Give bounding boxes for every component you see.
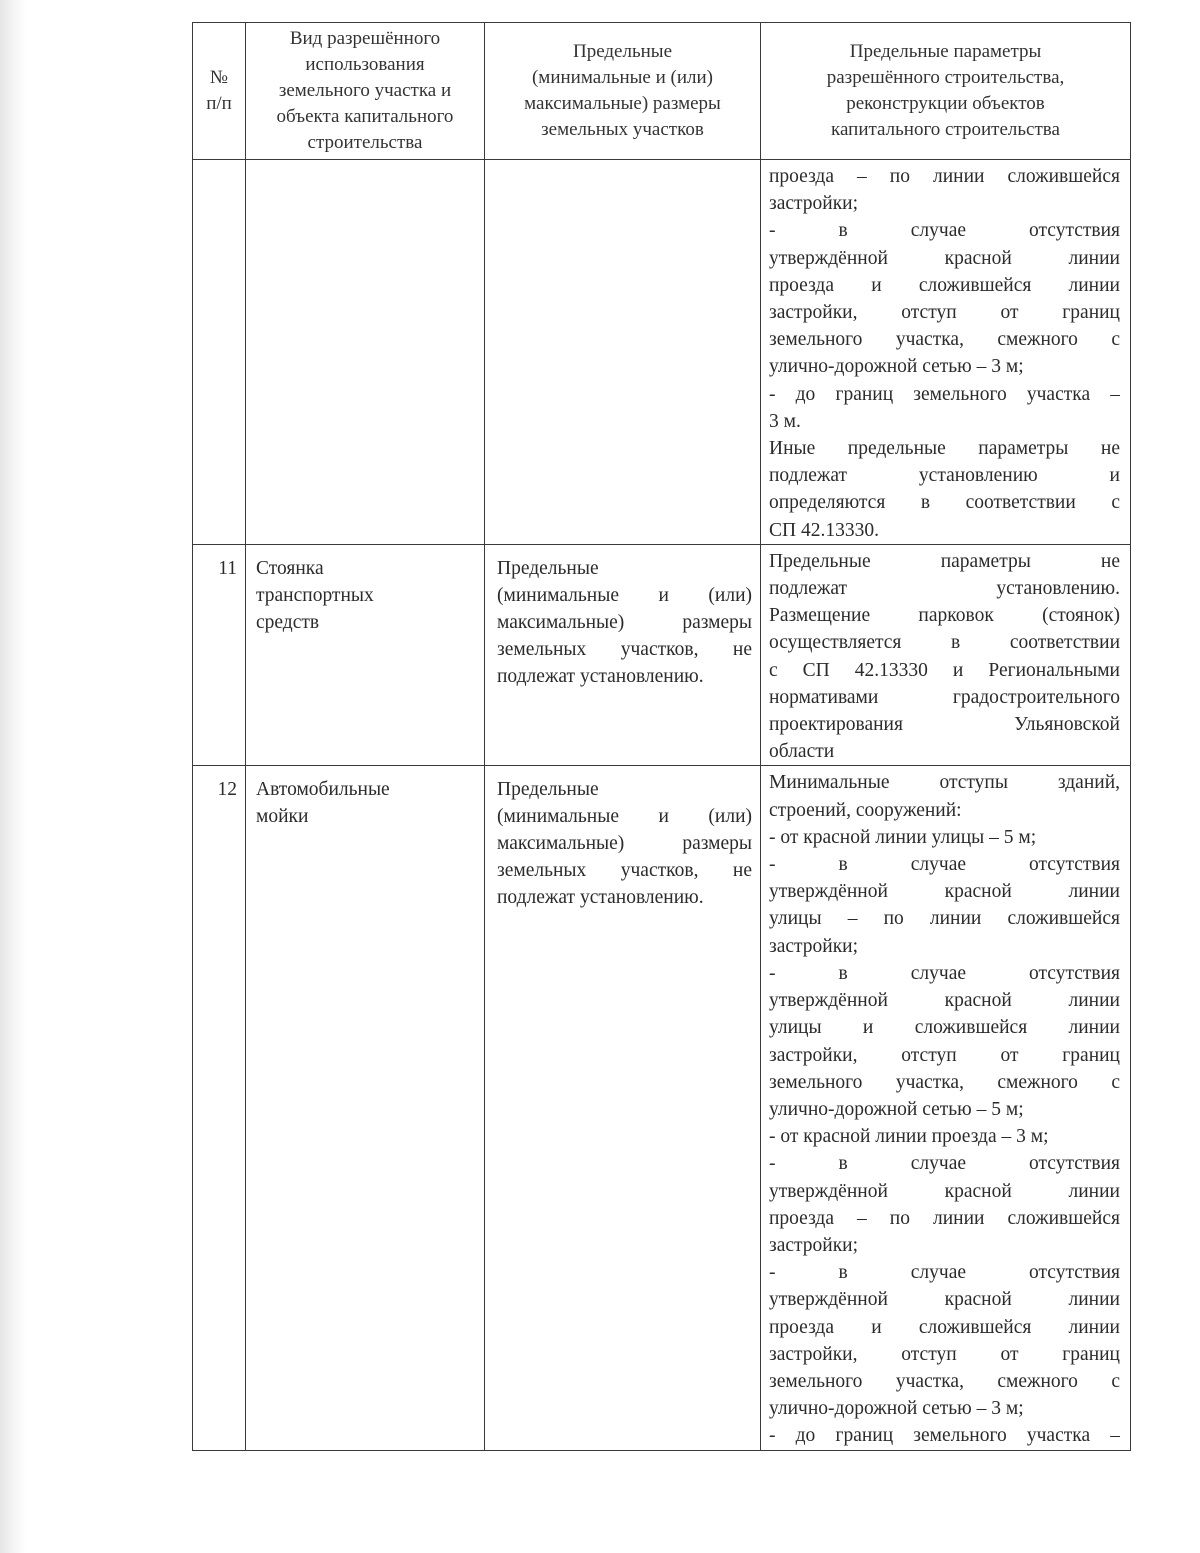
build-param-line: - от красной линии проезда – 3 м; xyxy=(769,1126,1049,1148)
build-param-line: 3 м. xyxy=(769,410,801,432)
table-row xyxy=(193,160,1131,545)
build-param-line: строений, сооружений: xyxy=(769,799,962,821)
build-param-line: утверждённой красной линии xyxy=(769,1289,1120,1311)
build-param-line: СП 42.13330. xyxy=(769,519,879,541)
build-param-line: - до границ земельного участка – xyxy=(769,383,1120,405)
header-line: № xyxy=(209,67,229,88)
build-param-line: - в случае отсутствия xyxy=(769,854,1120,876)
header-line: (минимальные и (или) xyxy=(531,67,713,88)
build-param-line: улично-дорожной сетью – 3 м; xyxy=(769,1398,1024,1420)
use-type-line: мойки xyxy=(256,806,309,828)
row-number: 11 xyxy=(193,544,246,766)
build-param-line: нормативами градостроительного xyxy=(769,686,1120,708)
build-param-line: застройки; xyxy=(769,193,859,215)
build-param-line: проезда и сложившейся линии xyxy=(769,1316,1120,1338)
plot-size-line: земельных участков, не xyxy=(497,860,752,882)
header-line: объекта капитального xyxy=(276,106,454,127)
build-param-line: - в случае отсутствия xyxy=(769,962,1120,984)
header-line: земельного участка и xyxy=(278,80,452,101)
build-param-line: - в случае отсутствия xyxy=(769,1262,1120,1284)
build-param-line: застройки; xyxy=(769,1234,859,1256)
use-type-line: Стоянка xyxy=(256,557,324,579)
row-use-type xyxy=(246,160,485,545)
row-plot-size xyxy=(485,544,761,766)
build-param-line: области xyxy=(769,741,835,763)
build-param-line: Минимальные отступы зданий, xyxy=(769,772,1120,794)
row-build-params xyxy=(761,766,1131,1450)
build-param-line: проезда – по линии сложившейся xyxy=(769,1207,1120,1229)
header-line: земельных участков xyxy=(541,119,704,140)
plot-size-line: Предельные xyxy=(497,779,599,801)
table-body xyxy=(193,160,1131,1451)
header-line: максимальные) размеры xyxy=(524,93,721,114)
scan-edge-shadow xyxy=(0,0,26,1553)
build-param-line: земельного участка, смежного с xyxy=(769,1071,1120,1093)
table-row xyxy=(193,766,1131,1450)
row-number: 12 xyxy=(193,766,246,1450)
build-param-line: проезда и сложившейся линии xyxy=(769,274,1120,296)
header-line: Предельные параметры xyxy=(849,41,1042,62)
use-type-line: средств xyxy=(256,611,320,633)
row-plot-size xyxy=(485,160,761,545)
plot-size-line: подлежат установлению. xyxy=(497,887,704,909)
use-type-line: Автомобильные xyxy=(256,779,390,801)
row-use-type xyxy=(246,766,485,1450)
build-param-line: - в случае отсутствия xyxy=(769,1153,1120,1175)
build-param-line: улично-дорожной сетью – 3 м; xyxy=(769,356,1024,378)
plot-size-line: максимальные) размеры xyxy=(497,611,752,633)
build-param-line: - до границ земельного участка – xyxy=(769,1425,1120,1447)
header-build-params xyxy=(761,23,1131,160)
build-param-line: определяются в соответствии с xyxy=(769,492,1120,514)
header-line: Предельные xyxy=(572,41,673,62)
table-header-row xyxy=(193,23,1131,160)
build-param-line: Иные предельные параметры не xyxy=(769,438,1120,460)
build-param-line: проектирования Ульяновской xyxy=(769,714,1120,736)
build-param-line: Предельные параметры не xyxy=(769,550,1120,572)
plot-size-line: земельных участков, не xyxy=(497,638,752,660)
build-param-line: проезда – по линии сложившейся xyxy=(769,166,1120,187)
build-param-line: Размещение парковок (стоянок) xyxy=(769,605,1120,627)
build-param-line: утверждённой красной линии xyxy=(769,1180,1120,1202)
table-row xyxy=(193,544,1131,766)
build-param-line: застройки, отступ от границ xyxy=(769,302,1120,324)
build-param-line: земельного участка, смежного с xyxy=(769,329,1120,351)
build-param-line: улицы – по линии сложившейся xyxy=(769,908,1120,930)
build-param-line: улично-дорожной сетью – 5 м; xyxy=(769,1098,1024,1120)
row-build-params xyxy=(761,544,1131,766)
row-build-params xyxy=(761,160,1131,545)
plot-size-line: (минимальные и (или) xyxy=(497,806,752,828)
row-use-type xyxy=(246,544,485,766)
header-use-type xyxy=(246,23,485,160)
build-param-line: застройки, отступ от границ xyxy=(769,1044,1120,1066)
land-use-table xyxy=(192,22,1131,1451)
header-line: капитального строительства xyxy=(831,119,1060,140)
header-number xyxy=(193,23,246,160)
build-param-line: утверждённой красной линии xyxy=(769,881,1120,903)
header-line: разрешённого строительства, xyxy=(826,67,1065,88)
build-param-line: - в случае отсутствия xyxy=(769,220,1120,242)
header-line: п/п xyxy=(206,93,232,114)
build-param-line: подлежат установлению и xyxy=(769,465,1120,487)
row-plot-size xyxy=(485,766,761,1450)
build-param-line: застройки; xyxy=(769,935,859,957)
build-param-line: застройки, отступ от границ xyxy=(769,1343,1120,1365)
build-param-line: с СП 42.13330 и Региональными xyxy=(769,659,1120,681)
header-line: строительства xyxy=(307,132,423,153)
build-param-line: утверждённой красной линии xyxy=(769,247,1120,269)
use-type-line: транспортных xyxy=(256,584,374,606)
header-line: использования xyxy=(305,54,425,75)
row-number xyxy=(193,160,246,545)
plot-size-line: подлежат установлению. xyxy=(497,665,704,687)
build-param-line: утверждённой красной линии xyxy=(769,990,1120,1012)
plot-size-line: (минимальные и (или) xyxy=(497,584,752,606)
plot-size-line: Предельные xyxy=(497,557,599,579)
build-param-line: улицы и сложившейся линии xyxy=(769,1017,1120,1039)
header-line: реконструкции объектов xyxy=(846,93,1045,114)
build-param-line: осуществляется в соответствии xyxy=(769,632,1120,654)
build-param-line: земельного участка, смежного с xyxy=(769,1370,1120,1392)
header-line: Вид разрешённого xyxy=(289,28,441,49)
header-plot-size xyxy=(485,23,761,160)
build-param-line: подлежат установлению. xyxy=(769,578,1120,600)
build-param-line: - от красной линии улицы – 5 м; xyxy=(769,826,1037,848)
plot-size-line: максимальные) размеры xyxy=(497,833,752,855)
